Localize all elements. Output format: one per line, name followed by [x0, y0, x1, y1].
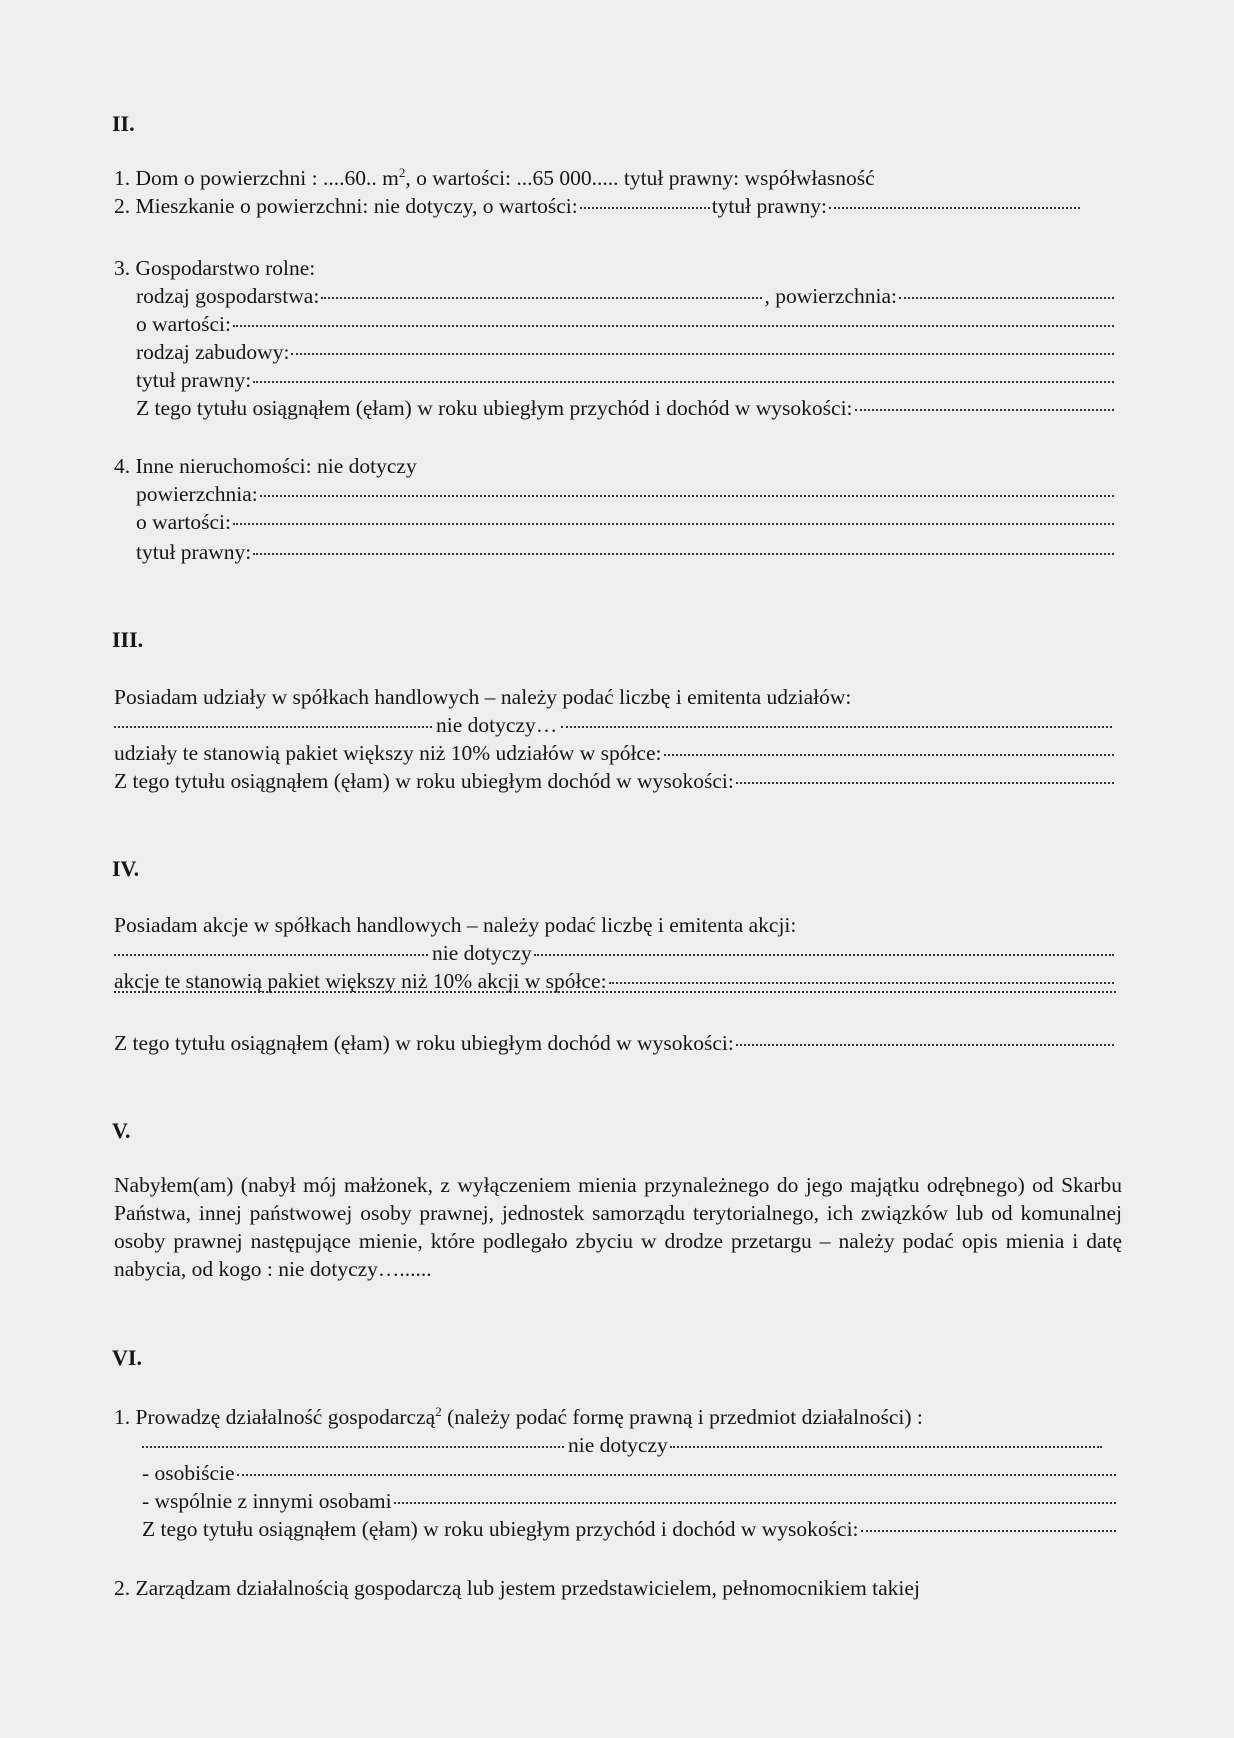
- fill-dots: [609, 982, 1114, 984]
- line-other-area: [136, 480, 1116, 508]
- superscript-2: 2: [398, 164, 406, 180]
- line-business-personal: [142, 1459, 1118, 1487]
- section-heading-vi: VI.: [112, 1345, 142, 1370]
- income-label: Z tego tytułu osiągnąłem (ęłam) w roku ubiegłym dochód w wysokości:: [114, 769, 734, 793]
- line-business-value: [142, 1431, 1104, 1459]
- line-farm-type: [136, 282, 1116, 310]
- line-shares-value: [114, 711, 1116, 739]
- income-label: Z tego tytułu osiągnąłem (ęłam) w roku ubiegłym przychód i dochód w wysokości:: [136, 396, 853, 420]
- fill-dots: [861, 1530, 1116, 1532]
- fill-dots: [253, 381, 1114, 383]
- line-house: [114, 164, 875, 192]
- packet-label: akcje te stanowią pakiet większy niż 10% akcji w spółce:: [114, 969, 607, 993]
- line-business-joint: [142, 1487, 1118, 1515]
- fill-dots: [736, 1044, 1114, 1046]
- line-farm-title: [136, 366, 1116, 394]
- fill-dots: [291, 353, 1114, 355]
- apartment-label: 2. Mieszkanie o powierzchni: nie dotyczy, o wartości:: [114, 194, 578, 218]
- fill-dots: [670, 1446, 1102, 1448]
- line-farm: 3. Gospodarstwo rolne:: [114, 256, 316, 280]
- fill-dots: [114, 954, 428, 956]
- fill-dots: [114, 726, 432, 728]
- not-applicable: nie dotyczy…: [436, 713, 558, 737]
- income-label: Z tego tytułu osiągnąłem (ęłam) w roku ubiegłym przychód i dochód w wysokości:: [142, 1517, 859, 1541]
- line-farm-value: [136, 310, 1116, 338]
- packet-label: udziały te stanowią pakiet większy niż 10% udziałów w spółce:: [114, 741, 662, 765]
- fill-dots: [899, 297, 1114, 299]
- house-text: 1. Dom o powierzchni : ....60.. m: [114, 166, 399, 190]
- section-heading-v: V.: [112, 1118, 131, 1143]
- title-label: tytuł prawny:: [136, 368, 252, 392]
- fill-dots: [237, 1474, 1116, 1476]
- section-heading-iv: IV.: [112, 856, 140, 881]
- buildings-label: rodzaj zabudowy:: [136, 340, 290, 364]
- line-stocks-blank: [114, 995, 1116, 1023]
- line-farm-buildings: [136, 338, 1116, 366]
- fill-dots: [664, 754, 1115, 756]
- line-stocks-income: [114, 1029, 1116, 1057]
- section-heading-ii: II.: [112, 111, 135, 136]
- line-farm-income: [136, 394, 1116, 422]
- fill-dots: [561, 726, 1112, 728]
- line-shares-income: [114, 767, 1116, 795]
- fill-dots: [829, 207, 1080, 209]
- joint-label: - wspólnie z innymi osobami: [142, 1489, 392, 1513]
- title-label: tytuł prawny:: [711, 194, 827, 218]
- fill-dots: [260, 495, 1114, 497]
- fill-dots: [114, 991, 1116, 993]
- line-shares: Posiadam udziały w spółkach handlowych – należy podać liczbę i emitenta udziałów:: [114, 685, 852, 709]
- line-shares-packet: [114, 739, 1116, 767]
- area-label: , powierzchnia:: [764, 284, 897, 308]
- area-label: powierzchnia:: [136, 482, 258, 506]
- business-text-cont: (należy podać formę prawną i przedmiot działalności) :: [441, 1405, 923, 1429]
- not-applicable: nie dotyczy: [432, 941, 532, 965]
- fill-dots: [534, 954, 1114, 956]
- line-stocks-value: [114, 939, 1116, 967]
- section-heading-iii: III.: [112, 627, 144, 652]
- income-label: Z tego tytułu osiągnąłem (ęłam) w roku ubiegłym dochód w wysokości:: [114, 1031, 734, 1055]
- paragraph-acquisition: Nabyłem(am) (nabył mój małżonek, z wyłączeniem mienia przynależnego do jego majątku odrębnego) od Skarbu Państwa, innej państwowej osoby prawnej, jednostek samorządu terytorialnego, ich związków lub od komunalnej osoby prawnej następujące mienie, które podlegało zbyciu w drodze przetargu – należy podać opis mienia i datę nabycia, od kogo : nie dotyczy…......: [114, 1173, 1122, 1281]
- fill-dots: [736, 782, 1114, 784]
- fill-dots: [580, 207, 710, 209]
- line-other-value: [136, 508, 1116, 536]
- fill-dots: [855, 409, 1114, 411]
- fill-dots: [253, 553, 1114, 555]
- line-stocks: Posiadam akcje w spółkach handlowych – należy podać liczbę i emitenta akcji:: [114, 913, 797, 937]
- line-other-title: [136, 538, 1116, 566]
- fill-dots: [321, 297, 762, 299]
- fill-dots: [233, 523, 1114, 525]
- business-text: 1. Prowadzę działalność gospodarczą: [114, 1405, 436, 1429]
- fill-dots: [142, 1446, 564, 1448]
- line-management: 2. Zarządzam działalnością gospodarczą lub jestem przedstawicielem, pełnomocnikiem takiej: [114, 1576, 920, 1600]
- line-other-property: 4. Inne nieruchomości: nie dotyczy: [114, 454, 417, 478]
- value-label: o wartości:: [136, 312, 231, 336]
- line-business-income: [142, 1515, 1118, 1543]
- line-business: [114, 1403, 923, 1431]
- farm-type-label: rodzaj gospodarstwa:: [136, 284, 320, 308]
- value-label: o wartości:: [136, 510, 231, 534]
- house-text-cont: , o wartości: ...65 000..... tytuł prawny: współwłasność: [405, 166, 875, 190]
- personal-label: - osobiście: [142, 1461, 235, 1485]
- fill-dots: [394, 1502, 1116, 1504]
- superscript-2: 2: [435, 1403, 442, 1419]
- fill-dots: [233, 325, 1114, 327]
- not-applicable: nie dotyczy: [568, 1433, 668, 1457]
- title-label: tytuł prawny:: [136, 540, 252, 564]
- line-apartment: [114, 192, 1082, 220]
